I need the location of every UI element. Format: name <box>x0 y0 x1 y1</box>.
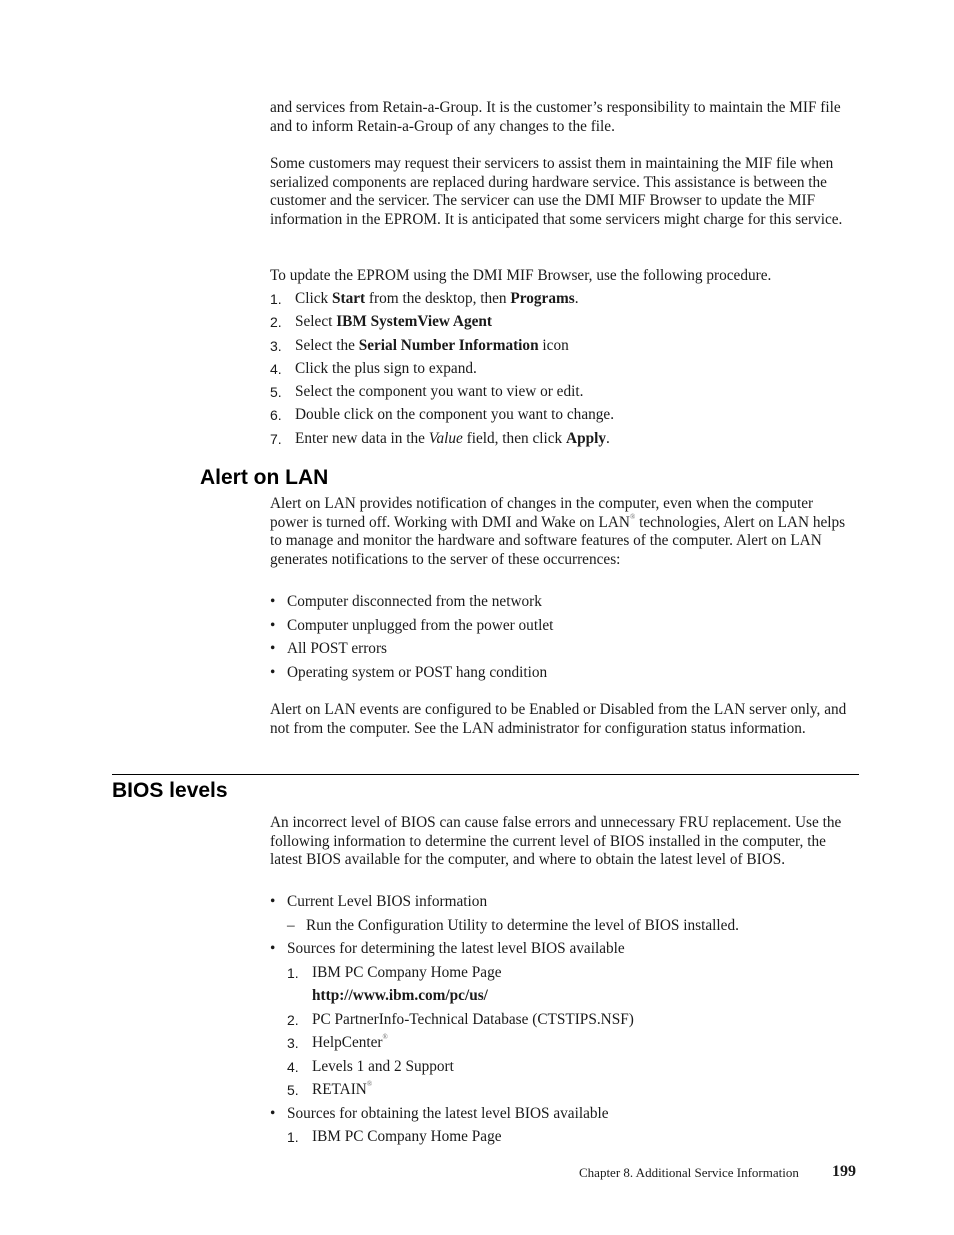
registered-mark: ® <box>382 1033 388 1041</box>
procedure-step: 5. Select the component you want to view or edit. <box>270 383 584 401</box>
bios-paragraph-1: An incorrect level of BIOS can cause false errors and unnecessary FRU replacement. Use the following information to determine the current level of BIOS installed in the computer, the latest BIOS available for the computer, and where to obtain the latest level of BIOS. <box>270 814 842 869</box>
list-item: • Sources for obtaining the latest level BIOS available <box>270 1104 609 1122</box>
registered-mark: ® <box>366 1080 373 1088</box>
list-item: • All POST errors <box>270 640 387 657</box>
step-number: 3. <box>270 337 282 354</box>
footer-chapter-title: Chapter 8. Additional Service Information <box>579 1165 799 1180</box>
bios-list <box>270 893 855 1152</box>
sub-list-item: – Run the Configuration Utility to determine the level of BIOS installed. <box>287 916 739 934</box>
item-number: 2. <box>287 1011 299 1028</box>
list-item: 3. HelpCenter® <box>287 1033 388 1051</box>
intro-paragraph-1: and services from Retain-a-Group. It is the customer’s responsibility to maintain the MIF file and to inform Retain-a-Group of any changes to the file. <box>270 99 841 135</box>
alert-on-lan-heading: Alert on LAN <box>200 466 329 489</box>
bullet-marker: • <box>270 616 276 634</box>
procedure-list <box>270 290 855 453</box>
bullet-marker: • <box>270 593 276 610</box>
registered-mark: ® <box>629 512 636 521</box>
list-item: • Sources for determining the latest level BIOS available <box>270 940 625 957</box>
list-item: 1. IBM PC Company Home Page <box>287 963 502 981</box>
intro-paragraph-3: To update the EPROM using the DMI MIF Browser, use the following procedure. <box>270 267 772 284</box>
bullet-marker: • <box>270 640 276 657</box>
bullet-marker: • <box>270 1104 276 1122</box>
list-item: • Operating system or POST hang condition <box>270 663 548 681</box>
list-item: 1. IBM PC Company Home Page <box>287 1128 502 1145</box>
alert-paragraph-1: Alert on LAN provides notification of changes in the computer, even when the computer power is turned off. Working with DMI and Wake on LAN® technologies, Alert on LAN helps to manage and monitor the hardware and software features of the computer. Alert on LAN generates notifications to the server of these occurrences: <box>270 495 846 568</box>
list-item: 2. PC PartnerInfo-Technical Database (CTSTIPS.NSF) <box>287 1010 634 1028</box>
bullet-marker: • <box>270 893 276 910</box>
step-number: 1. <box>270 291 282 307</box>
step-number: 2. <box>270 314 282 331</box>
procedure-step: 2. Select IBM SystemView Agent <box>270 313 492 331</box>
step-number: 7. <box>270 430 282 447</box>
bios-levels-heading: BIOS levels <box>112 779 228 802</box>
procedure-step: 3. Select the Serial Number Information icon <box>270 336 569 354</box>
sources-sub-list <box>270 964 855 1105</box>
list-item: 5. RETAIN® <box>287 1080 373 1098</box>
procedure-step: 6. Double click on the component you want to change. <box>270 406 615 424</box>
step-number: 5. <box>270 384 282 401</box>
bullet-marker: • <box>270 940 276 957</box>
agent-term: IBM SystemView Agent <box>336 313 492 331</box>
item-number: 4. <box>287 1058 299 1075</box>
serial-info-term: Serial Number Information <box>358 336 539 354</box>
value-term: Value <box>428 429 463 447</box>
list-item: • Computer disconnected from the network <box>270 593 542 610</box>
step-number: 6. <box>270 407 282 424</box>
item-number: 1. <box>287 964 299 981</box>
item-number: 5. <box>287 1082 299 1098</box>
programs-term: Programs <box>510 290 575 307</box>
procedure-step: 7. Enter new data in the Value field, then click Apply. <box>270 429 610 447</box>
start-menu-term: Start <box>331 290 366 307</box>
step-number: 4. <box>270 360 282 377</box>
apply-term: Apply <box>566 429 606 447</box>
alert-bullet-list <box>270 593 855 687</box>
bullet-marker: • <box>270 663 276 681</box>
procedure-step: 4. Click the plus sign to expand. <box>270 359 477 377</box>
list-item: • Computer unplugged from the power outlet <box>270 616 554 634</box>
alert-paragraph-2: Alert on LAN events are configured to be Enabled or Disabled from the LAN server only, and not from the computer. See the LAN administrator for configuration status information. <box>270 701 847 737</box>
procedure-step: 1. Click Start from the desktop, then Programs. <box>270 290 579 307</box>
url-line <box>287 987 855 1011</box>
item-number: 1. <box>287 1129 299 1145</box>
list-item: • Current Level BIOS information <box>270 893 488 910</box>
obtain-sub-list <box>270 1128 855 1152</box>
section-divider <box>112 774 859 775</box>
intro-paragraph-2: Some customers may request their servicers to assist them in maintaining the MIF file when serialized components are replaced during hardware service. This assistance is between the customer and the servicer. The servicer can use the DMI MIF Browser to update the MIF information in the EPROM. It is anticipated that some servicers might charge for this service. <box>270 155 843 228</box>
ibm-home-page-link[interactable]: http://www.ibm.com/pc/us/ <box>312 987 488 1004</box>
list-item: 4. Levels 1 and 2 Support <box>287 1057 454 1075</box>
dash-marker: – <box>287 916 295 934</box>
page-number: 199 <box>832 1163 856 1180</box>
item-number: 3. <box>287 1035 299 1051</box>
